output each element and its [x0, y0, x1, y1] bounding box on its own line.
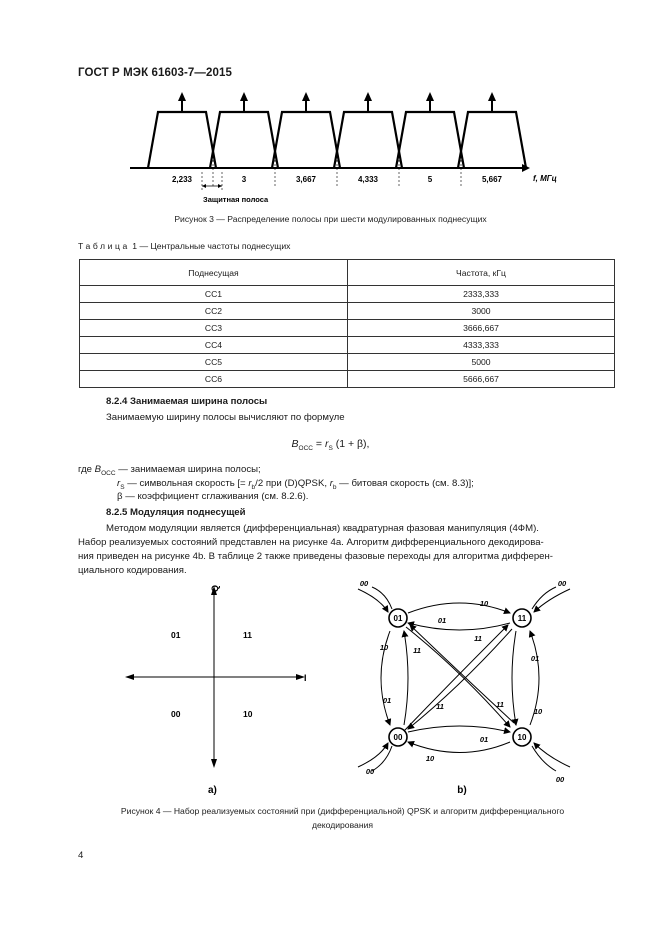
- self-label: 00: [555, 775, 565, 784]
- state-10: 10: [243, 709, 253, 719]
- carrier-arrow-icon: [240, 92, 248, 101]
- svg-text:10: 10: [517, 733, 527, 742]
- state-11: 11: [243, 630, 252, 640]
- definition-beta: β — коэффициент сглаживания (см. 8.2.6).: [117, 491, 309, 502]
- freq-label-2: 3: [241, 175, 247, 184]
- carrier-arrow-icon: [426, 92, 434, 101]
- figure3-caption: Рисунок 3 — Распределение полосы при шести модулированных поднесущих: [174, 214, 487, 224]
- edge-label: 11: [413, 646, 421, 655]
- edge-label: 10: [425, 754, 435, 763]
- q-axis-arrow-down-icon: [211, 759, 217, 768]
- state-00: 00: [171, 709, 181, 719]
- figure4a-constellation: [115, 578, 320, 800]
- freq-label-1: 2,233: [171, 175, 193, 184]
- freq-label-5: 5: [427, 175, 433, 184]
- edge-label: 10: [379, 643, 389, 652]
- figure4b-state-graph: [350, 575, 580, 800]
- subcarrier-band-6: [458, 112, 526, 168]
- occupied-bandwidth-formula: $B_{OCC} = r_S$ (1 + β),: [291, 438, 370, 453]
- i-axis-arrow-left-icon: [125, 674, 134, 680]
- guard-left-arrow-icon: [202, 184, 206, 188]
- freq-label-3: 3,667: [295, 175, 317, 184]
- svg-text:00: 00: [393, 733, 403, 742]
- carrier-arrow-icon: [302, 92, 310, 101]
- edge-label: 11: [474, 634, 482, 643]
- definition-b-occ: где $B_{OCC}$ — занимаемая ширина полосы;: [78, 464, 261, 477]
- table-row: СС5 5000: [80, 354, 615, 371]
- subcarrier-band-4: [334, 112, 402, 168]
- freq-axis-label: f, МГц: [533, 174, 557, 183]
- edge-label: 01: [479, 735, 489, 744]
- table-row: СС4 4333,333: [80, 337, 615, 354]
- standard-header: ГОСТ Р МЭК 61603-7—2015: [78, 67, 232, 79]
- section-8-2-5-paragraph: Методом модуляции является (дифференциальная) квадратурная фазовая манипуляция (4ФМ). Набор реализуемых состояний представлен на рисунке 4а. Алгоритм дифференциального декодирова- ния приведен на рисунке 4b. В таблице 2 также приведены фазовые переходы для алгоритма дифферен- циального кодирования.: [78, 523, 553, 576]
- table-row: СС3 3666,667: [80, 320, 615, 337]
- carrier-arrow-icon: [488, 92, 496, 101]
- q-axis-label: Q: [210, 584, 220, 592]
- figure4a-label: a): [208, 785, 217, 796]
- figure4-caption-line2: декодирования: [311, 820, 374, 830]
- svg-text:01: 01: [393, 614, 403, 623]
- subcarrier-band-2: [210, 112, 278, 168]
- section-8-2-5-heading: 8.2.5 Модуляция поднесущей: [106, 507, 246, 518]
- table1: [79, 259, 615, 388]
- edge-label: 01: [437, 616, 447, 625]
- figure4-caption-line1: Рисунок 4 — Набор реализуемых состояний при (дифференциальной) QPSK и алгоритм дифференциального: [120, 806, 565, 816]
- guard-right-arrow-icon: [218, 184, 222, 188]
- guard-band-label: Защитная полоса: [203, 195, 269, 204]
- figure3-spectrum: [120, 90, 560, 210]
- definition-r-s: $r_S$ — символьная скорость [= $r_b/2$ при (D)QPSK, $r_b$ — битовая скорость (см. 8.3)];: [117, 478, 474, 491]
- section-8-2-4-intro: Занимаемую ширину полосы вычисляют по формуле: [106, 412, 345, 423]
- subcarrier-band-3: [272, 112, 340, 168]
- carrier-arrow-icon: [364, 92, 372, 101]
- i-axis-label: I: [304, 673, 307, 683]
- svg-text:11: 11: [517, 614, 527, 623]
- self-label: 00: [359, 579, 369, 588]
- state-01: 01: [171, 630, 181, 640]
- table1-title: Таблица 1 — Центральные частоты поднесущих: [78, 241, 291, 251]
- table-header-subcarrier: Поднесущая: [80, 260, 348, 286]
- table-row: СС2 3000: [80, 303, 615, 320]
- subcarrier-band-1: [148, 112, 216, 168]
- edge-label: 10: [533, 707, 543, 716]
- freq-label-4: 4,333: [357, 175, 379, 184]
- table-row: СС1 2333,333: [80, 286, 615, 303]
- edge-label: 11: [496, 700, 504, 709]
- freq-label-6: 5,667: [481, 175, 503, 184]
- page-number: 4: [78, 850, 84, 861]
- self-label: 00: [365, 767, 375, 776]
- edge-label: 01: [530, 654, 540, 663]
- subcarrier-band-5: [396, 112, 464, 168]
- edge-label: 01: [382, 696, 392, 705]
- edge-label: 11: [436, 702, 444, 711]
- figure4b-label: b): [457, 785, 467, 796]
- section-8-2-4-heading: 8.2.4 Занимаемая ширина полосы: [106, 396, 268, 407]
- carrier-arrow-icon: [178, 92, 186, 101]
- self-label: 00: [557, 579, 567, 588]
- edge-label: 10: [479, 599, 489, 608]
- table-row: СС6 5666,667: [80, 371, 615, 388]
- table-header-frequency: Частота, кГц: [348, 260, 615, 286]
